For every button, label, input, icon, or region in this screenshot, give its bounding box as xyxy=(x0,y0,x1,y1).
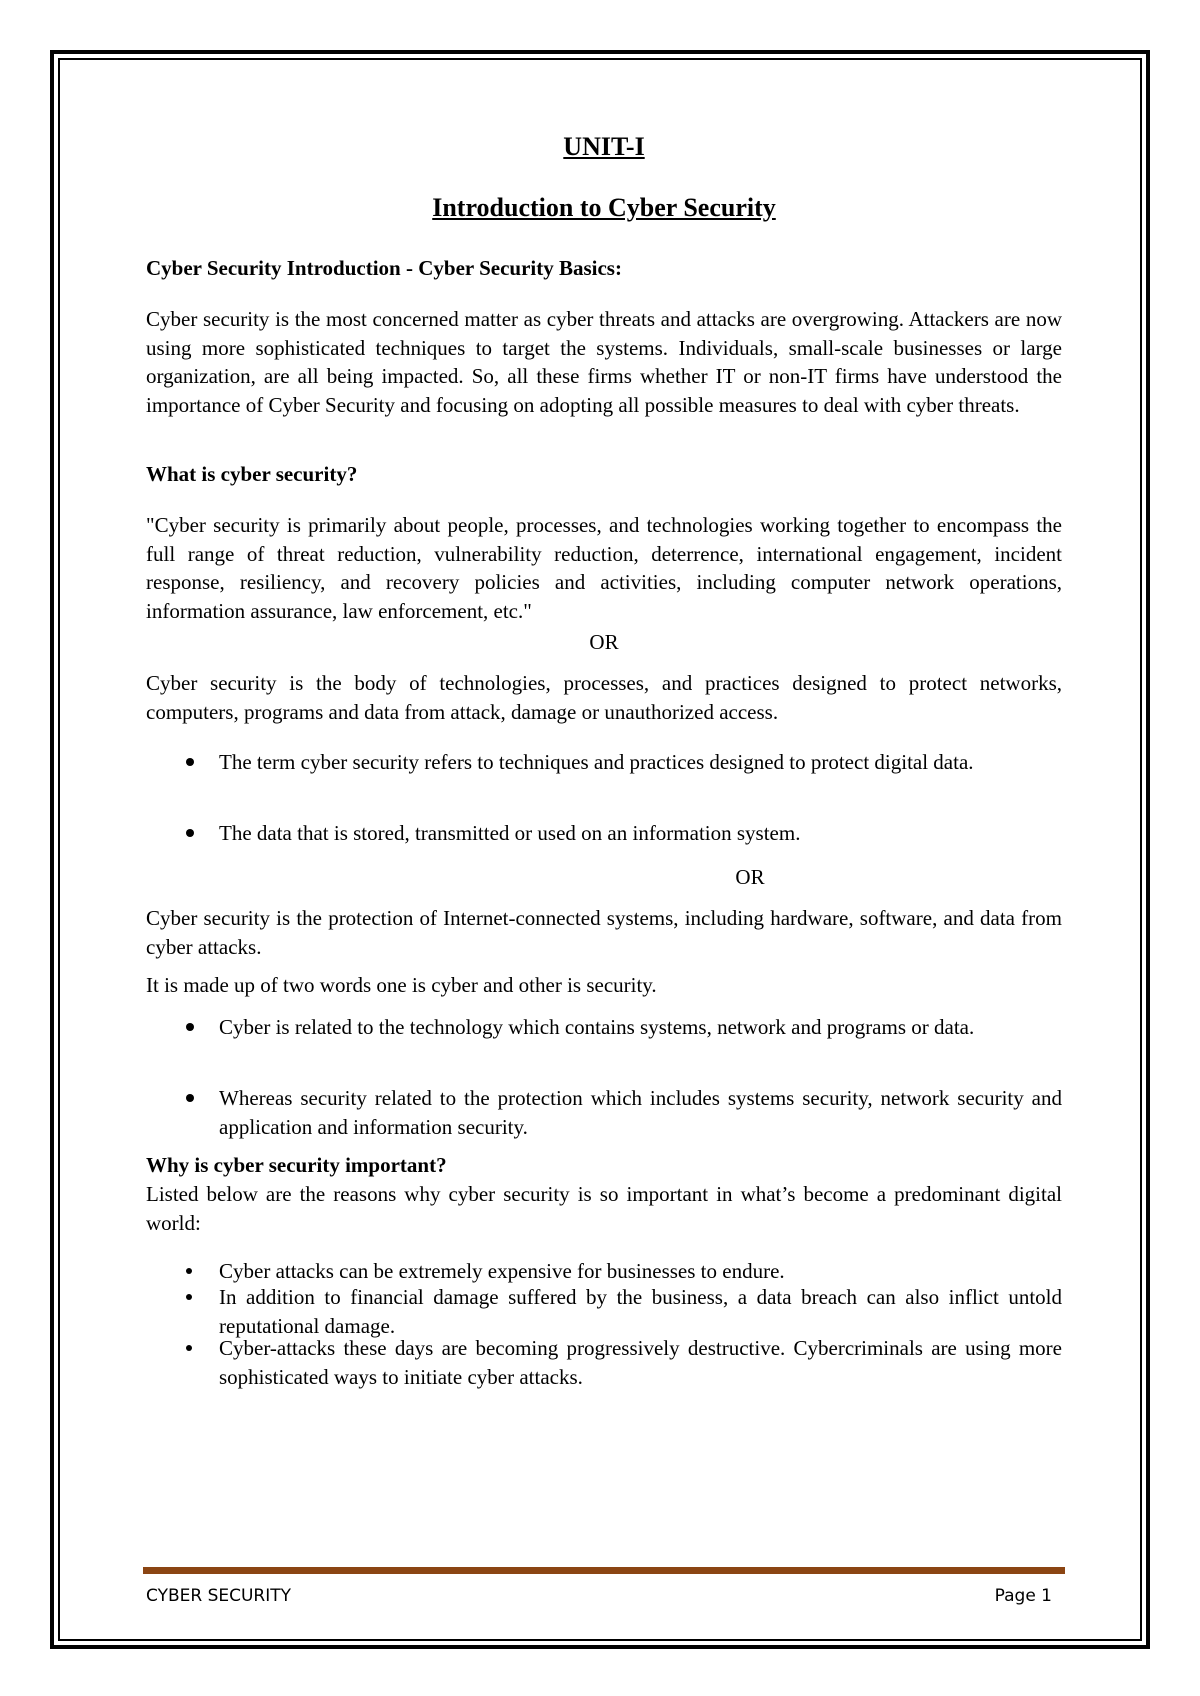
bullet-icon xyxy=(186,1268,192,1274)
footer-divider xyxy=(143,1567,1065,1574)
list-item: In addition to financial damage suffered by the business, a data breach can also inflict untold reputational damage. xyxy=(146,1283,1062,1340)
section-heading-why-important: Why is cyber security important? xyxy=(146,1153,447,1177)
list-item: The term cyber security refers to techniques and practices designed to protect digital data. xyxy=(146,748,1062,777)
footer-page-number: Page 1 xyxy=(994,1586,1052,1606)
or-separator-2: OR xyxy=(735,865,765,889)
why-important-intro: Listed below are the reasons why cyber security is so important in what’s become a predominant digital world: xyxy=(146,1182,1062,1235)
or-separator-1: OR xyxy=(589,630,619,654)
list-item: Whereas security related to the protection which includes systems security, network security and application and information security. xyxy=(146,1084,1062,1141)
footer-document-title: CYBER SECURITY xyxy=(146,1586,292,1606)
bullet-icon xyxy=(186,1294,192,1300)
intro-paragraph: Cyber security is the most concerned matter as cyber threats and attacks are overgrowing. Attackers are now using more sophisticated techniques to target the systems. Individuals, small-scale businesses or large organization, are all being impacted. So, all these firms whether IT or non-IT firms have understood the importance of Cyber Security and focusing on adopting all possible measures to deal with cyber threats. xyxy=(146,307,1062,417)
list-item: Cyber attacks can be extremely expensive for businesses to endure. xyxy=(146,1257,1062,1286)
unit-title: UNIT-I xyxy=(563,132,645,161)
main-title: Introduction to Cyber Security xyxy=(432,193,776,222)
section-heading-basics: Cyber Security Introduction - Cyber Security Basics: xyxy=(146,256,622,280)
definition-paragraph-3: Cyber security is the protection of Internet-connected systems, including hardware, software, and data from cyber attacks. xyxy=(146,906,1062,959)
list-item: The data that is stored, transmitted or used on an information system. xyxy=(146,819,1062,848)
bullet-icon xyxy=(186,829,194,837)
bullet-icon xyxy=(186,1094,194,1102)
list-item: Cyber is related to the technology which contains systems, network and programs or data. xyxy=(146,1013,1062,1042)
bullet-icon xyxy=(186,1023,194,1031)
bullet-icon xyxy=(186,1345,192,1351)
definition-paragraph-2: Cyber security is the body of technologies, processes, and practices designed to protect networks, computers, programs and data from attack, damage or unauthorized access. xyxy=(146,671,1062,724)
two-words-sentence: It is made up of two words one is cyber and other is security. xyxy=(146,973,657,997)
section-heading-what-is: What is cyber security? xyxy=(146,462,358,486)
bullet-icon xyxy=(186,758,194,766)
list-item: Cyber-attacks these days are becoming progressively destructive. Cybercriminals are using more sophisticated ways to initiate cyber attacks. xyxy=(146,1334,1062,1391)
page-border-inner xyxy=(58,58,1142,1641)
definition-quote: "Cyber security is primarily about people, processes, and technologies working together to encompass the full range of threat reduction, vulnerability reduction, deterrence, international engagement, incident response, resiliency, and recovery policies and activities, including computer network operations, information assurance, law enforcement, etc." xyxy=(146,513,1062,623)
